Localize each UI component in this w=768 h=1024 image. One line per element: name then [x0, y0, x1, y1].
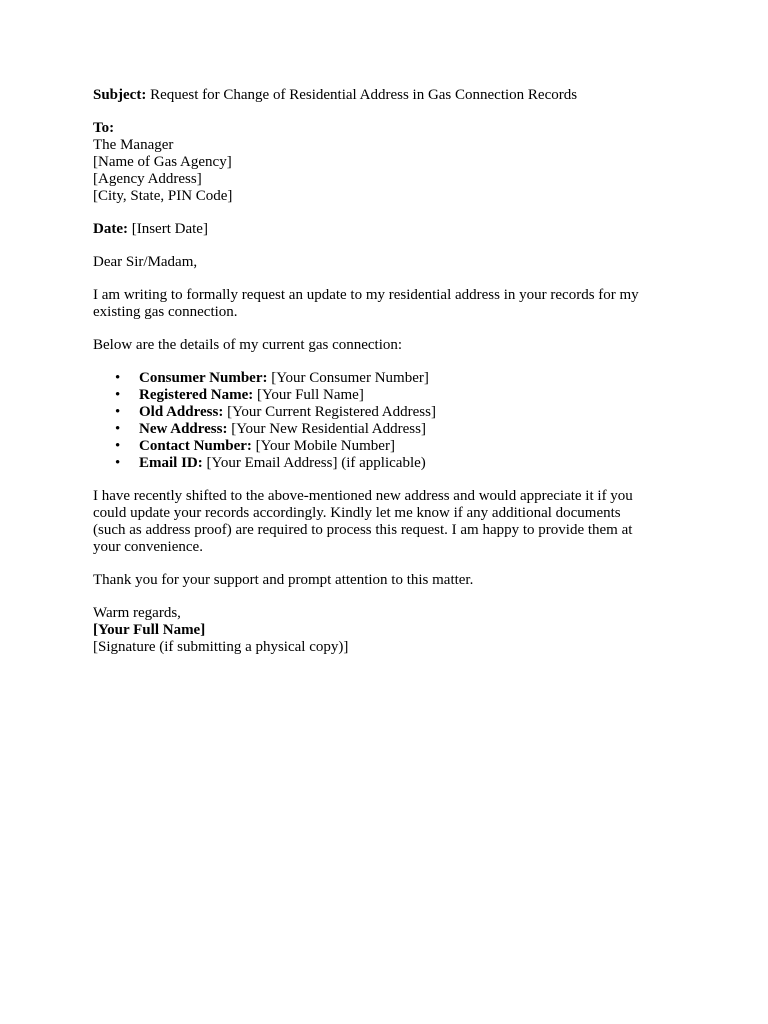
intro-paragraph — [93, 287, 683, 321]
detail-label: Contact Number: — [139, 438, 252, 454]
bullet-icon: • — [115, 421, 121, 437]
detail-label: Consumer Number: — [139, 370, 268, 386]
body-line: your convenience. — [93, 539, 203, 555]
list-item — [115, 438, 683, 455]
sender-name: [Your Full Name] — [93, 622, 206, 638]
bullet-icon: • — [115, 438, 121, 454]
body-line: (such as address proof) are required to process this request. I am happy to provide them at — [93, 522, 633, 538]
date-label: Date: — [93, 221, 128, 237]
body-paragraph — [93, 488, 683, 556]
subject-line — [93, 87, 683, 104]
recipient-line: [Agency Address] — [93, 171, 202, 187]
closing-regards: Warm regards, — [93, 605, 181, 621]
detail-label: Email ID: — [139, 455, 203, 471]
to-label: To: — [93, 120, 115, 136]
list-item — [115, 404, 683, 421]
signature-line: [Signature (if submitting a physical copy)] — [93, 639, 349, 655]
detail-value: [Your Current Registered Address] — [223, 404, 436, 420]
bullet-icon: • — [115, 370, 121, 386]
recipient-line: [City, State, PIN Code] — [93, 188, 233, 204]
detail-label: Registered Name: — [139, 387, 254, 403]
list-item — [115, 421, 683, 438]
details-list — [93, 370, 683, 472]
recipient-line: [Name of Gas Agency] — [93, 154, 232, 170]
bullet-icon: • — [115, 387, 121, 403]
detail-value: [Your Mobile Number] — [251, 438, 395, 454]
body-line: could update your records accordingly. Kindly let me know if any additional documents — [93, 505, 621, 521]
recipient-block — [93, 120, 683, 205]
subject-text: Request for Change of Residential Address in Gas Connection Records — [146, 87, 578, 103]
closing-block — [93, 605, 683, 656]
list-item — [115, 387, 683, 404]
subject-label: Subject: — [93, 87, 147, 103]
body-line: I have recently shifted to the above-mentioned new address and would appreciate it if you — [93, 488, 633, 504]
letter-body — [93, 87, 683, 672]
date-line — [93, 221, 683, 238]
details-intro: Below are the details of my current gas connection: — [93, 337, 403, 353]
detail-value: [Your New Residential Address] — [227, 421, 426, 437]
detail-value: [Your Consumer Number] — [267, 370, 429, 386]
intro-line: existing gas connection. — [93, 304, 238, 320]
list-item — [115, 370, 683, 387]
detail-value: [Your Full Name] — [253, 387, 364, 403]
intro-line: I am writing to formally request an update to my residential address in your records for my — [93, 287, 639, 303]
bullet-icon: • — [115, 404, 121, 420]
detail-label: Old Address: — [139, 404, 224, 420]
detail-label: New Address: — [139, 421, 228, 437]
recipient-line: The Manager — [93, 137, 174, 153]
bullet-icon: • — [115, 455, 121, 471]
list-item — [115, 455, 683, 472]
date-value: [Insert Date] — [127, 221, 208, 237]
detail-value: [Your Email Address] (if applicable) — [202, 455, 426, 471]
salutation: Dear Sir/Madam, — [93, 254, 198, 270]
thanks-paragraph: Thank you for your support and prompt attention to this matter. — [93, 572, 474, 588]
